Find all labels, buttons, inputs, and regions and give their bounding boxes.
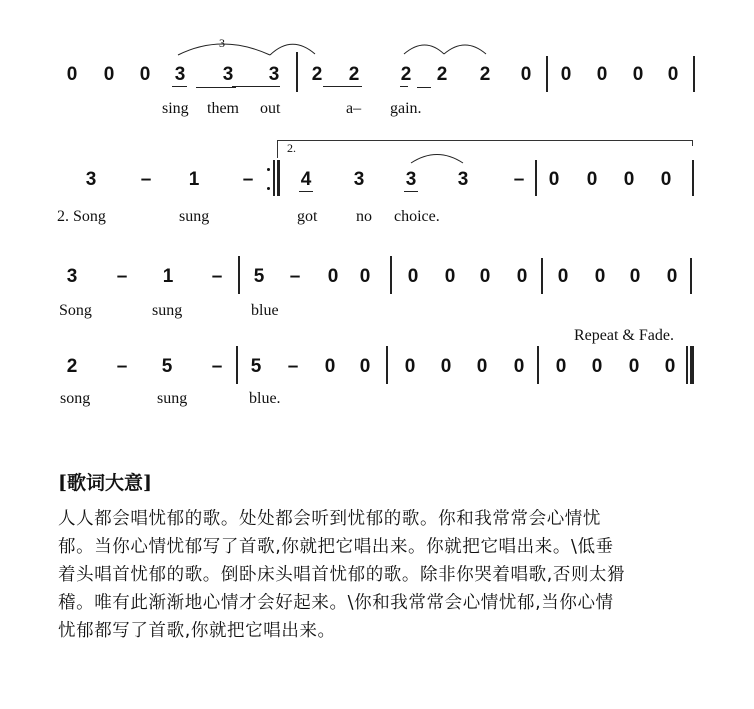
dash: – [211, 266, 223, 287]
note: 0 [103, 64, 115, 85]
note: 0 [520, 64, 532, 85]
note: 3 [268, 64, 280, 85]
lyric: sung [152, 302, 183, 319]
lyric: blue. [249, 390, 281, 407]
note: 2 [436, 64, 448, 85]
note: 0 [359, 266, 371, 287]
barline [390, 256, 392, 294]
translation-line: 忧郁都写了首歌,你就把它唱出来。 [58, 621, 336, 641]
note: 3 [353, 169, 365, 190]
lyric: sung [179, 208, 210, 225]
barline [236, 346, 238, 384]
volta-label: 2. [287, 141, 296, 155]
note: 0 [516, 266, 528, 287]
lyric: 2. Song [57, 208, 106, 225]
note: 0 [513, 356, 525, 377]
translation-line: 人人都会唱忧郁的歌。处处都会听到忧郁的歌。你和我常常会心情忧 [58, 509, 601, 529]
note: 0 [476, 356, 488, 377]
barline [537, 346, 539, 384]
note: 1 [188, 169, 200, 190]
barline [541, 258, 543, 294]
dash: – [116, 356, 128, 377]
lyric: blue [251, 302, 279, 319]
note: 3 [457, 169, 469, 190]
note: 0 [628, 356, 640, 377]
lyric: choice. [394, 208, 440, 225]
lyric: no [356, 208, 372, 225]
slurs [0, 0, 754, 240]
note: 0 [629, 266, 641, 287]
dash: – [287, 356, 299, 377]
note: 0 [555, 356, 567, 377]
translation-line: 稽。唯有此渐渐地心情才会好起来。\你和我常常会心情忧郁,当你心情 [58, 593, 614, 613]
note: 0 [66, 64, 78, 85]
lyric: gain. [390, 100, 422, 117]
note: 5 [253, 266, 265, 287]
note: 2 [311, 64, 323, 85]
note: 4 [300, 169, 312, 190]
note: 0 [660, 169, 672, 190]
dash: – [513, 169, 525, 190]
note: 0 [632, 64, 644, 85]
note: 2 [400, 64, 412, 85]
note: 0 [596, 64, 608, 85]
note: 0 [404, 356, 416, 377]
note: 5 [250, 356, 262, 377]
dash: – [242, 169, 254, 190]
barline [535, 160, 537, 196]
note: 0 [594, 266, 606, 287]
note: 0 [586, 169, 598, 190]
note: 3 [405, 169, 417, 190]
dash: – [289, 266, 301, 287]
note: 0 [327, 266, 339, 287]
note: 3 [222, 64, 234, 85]
barline [238, 256, 240, 294]
note: 3 [66, 266, 78, 287]
note: 2 [66, 356, 78, 377]
lyric: song [60, 390, 91, 407]
lyric: sung [157, 390, 188, 407]
note: 2 [348, 64, 360, 85]
repeat-fade-direction: Repeat & Fade. [574, 327, 674, 344]
translation-line: 着头唱首忧郁的歌。倒卧床头唱首忧郁的歌。除非你哭着唱歌,否则太猾 [58, 565, 626, 585]
translation-heading: [歌词大意] [58, 472, 152, 494]
tuplet-mark: 3 [219, 36, 225, 50]
note: 0 [359, 356, 371, 377]
note: 0 [664, 356, 676, 377]
barline [692, 160, 694, 196]
final-barline [686, 346, 688, 384]
note: 0 [623, 169, 635, 190]
note: 0 [324, 356, 336, 377]
barline [386, 346, 388, 384]
lyric: them [207, 100, 239, 117]
note: 2 [479, 64, 491, 85]
note: 0 [407, 266, 419, 287]
note: 0 [560, 64, 572, 85]
lyric: a– [346, 100, 362, 117]
note: 5 [161, 356, 173, 377]
note: 0 [667, 64, 679, 85]
note: 0 [479, 266, 491, 287]
note: 0 [666, 266, 678, 287]
lyric: out [260, 100, 281, 117]
note: 0 [548, 169, 560, 190]
note: 0 [139, 64, 151, 85]
note: 0 [591, 356, 603, 377]
lyric: got [297, 208, 318, 225]
note: 0 [440, 356, 452, 377]
lyric: Song [59, 302, 92, 319]
dash: – [140, 169, 152, 190]
note: 3 [174, 64, 186, 85]
note: 0 [444, 266, 456, 287]
translation-line: 郁。当你心情忧郁写了首歌,你就把它唱出来。你就把它唱出来。\低垂 [58, 537, 614, 557]
lyric: sing [162, 100, 189, 117]
note: 0 [557, 266, 569, 287]
final-barline-thick [690, 346, 694, 384]
barline [690, 258, 692, 294]
note: 3 [85, 169, 97, 190]
note: 1 [162, 266, 174, 287]
dash: – [211, 356, 223, 377]
dash: – [116, 266, 128, 287]
